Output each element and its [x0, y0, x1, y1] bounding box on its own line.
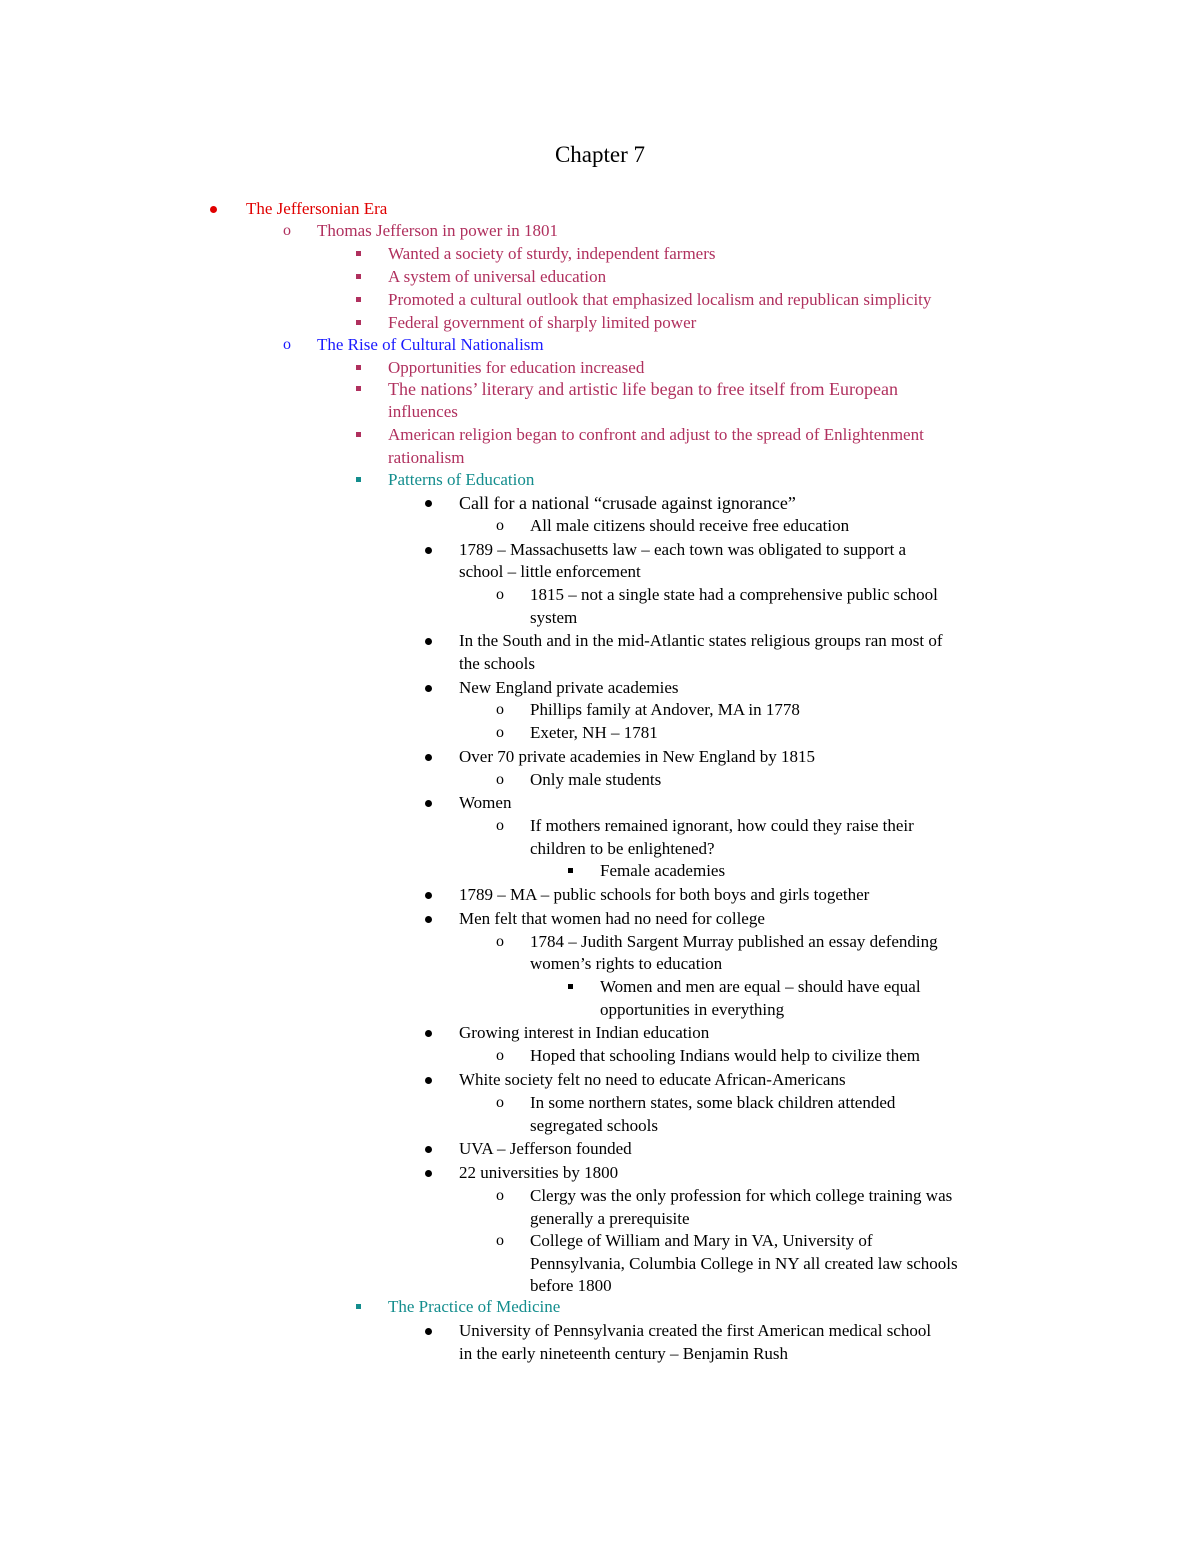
bullet-square-icon — [356, 297, 361, 302]
outline-line: 1789 – Massachusetts law – each town was obligated to support a — [459, 540, 907, 559]
page-title: Chapter 7 — [554, 142, 646, 167]
bullet-circle-icon: o — [496, 817, 504, 834]
outline-line: Female academies — [600, 861, 726, 880]
outline-line: opportunities in everything — [600, 1000, 785, 1019]
bullet-dot-icon — [210, 206, 217, 213]
outline-line: women’s rights to education — [530, 954, 723, 973]
bullet-dot-icon — [425, 685, 432, 692]
outline-line: College of William and Mary in VA, University of — [530, 1231, 873, 1250]
outline-line: Wanted a society of sturdy, independent farmers — [388, 244, 716, 263]
outline-line: Women and men are equal – should have equal — [600, 977, 921, 996]
outline-line: Thomas Jefferson in power in 1801 — [317, 221, 558, 240]
outline-line: Hoped that schooling Indians would help to civilize them — [530, 1046, 920, 1065]
outline-line: Patterns of Education — [388, 470, 535, 489]
bullet-square-icon — [356, 251, 361, 256]
outline-line: The nations’ literary and artistic life began to free itself from European — [388, 379, 898, 399]
bullet-circle-icon: o — [496, 771, 504, 788]
bullet-dot-icon — [425, 1328, 432, 1335]
outline-line: in the early nineteenth century – Benjamin Rush — [459, 1344, 789, 1363]
bullet-square-icon — [568, 984, 573, 989]
bullet-dot-icon — [425, 754, 432, 761]
outline-line: influences — [388, 402, 458, 421]
outline-line: Men felt that women had no need for college — [459, 909, 765, 928]
bullet-square-icon — [356, 365, 361, 370]
bullet-circle-icon: o — [496, 724, 504, 741]
outline-line: If mothers remained ignorant, how could they raise their — [530, 816, 914, 835]
bullet-dot-icon — [425, 500, 432, 507]
outline-line: The Practice of Medicine — [388, 1297, 561, 1316]
outline-line: Clergy was the only profession for which college training was — [530, 1186, 953, 1205]
bullet-square-icon — [356, 1304, 361, 1309]
bullet-dot-icon — [425, 800, 432, 807]
bullet-circle-icon: o — [283, 222, 291, 239]
outline-line: New England private academies — [459, 678, 679, 697]
bullet-dot-icon — [425, 1030, 432, 1037]
outline-line: Phillips family at Andover, MA in 1778 — [530, 700, 800, 719]
bullet-circle-icon: o — [496, 1047, 504, 1064]
bullet-dot-icon — [425, 916, 432, 923]
bullet-dot-icon — [425, 892, 432, 899]
bullet-circle-icon: o — [283, 336, 291, 353]
outline-line: rationalism — [388, 448, 465, 467]
outline-line: In the South and in the mid-Atlantic states religious groups ran most of — [459, 631, 943, 650]
outline-line: generally a prerequisite — [530, 1209, 690, 1228]
bullet-dot-icon — [425, 547, 432, 554]
bullet-square-icon — [568, 868, 573, 873]
outline-line: Call for a national “crusade against ignorance” — [459, 493, 796, 513]
outline-line: system — [530, 608, 578, 627]
bullet-square-icon — [356, 477, 361, 482]
bullet-square-icon — [356, 274, 361, 279]
bullet-dot-icon — [425, 1170, 432, 1177]
outline-line: Exeter, NH – 1781 — [530, 723, 658, 742]
outline-line: Only male students — [530, 770, 662, 789]
outline-line: UVA – Jefferson founded — [459, 1139, 632, 1158]
outline-line: Federal government of sharply limited power — [388, 313, 697, 332]
outline-line: Women — [459, 793, 512, 812]
outline-line: school – little enforcement — [459, 562, 641, 581]
outline-line: 1815 – not a single state had a comprehensive public school — [530, 585, 938, 604]
outline-line: Pennsylvania, Columbia College in NY all created law schools — [530, 1254, 958, 1273]
outline-line: Promoted a cultural outlook that emphasized localism and republican simplicity — [388, 290, 932, 309]
outline-line: White society felt no need to educate African-Americans — [459, 1070, 846, 1089]
bullet-circle-icon: o — [496, 517, 504, 534]
bullet-dot-icon — [425, 1146, 432, 1153]
bullet-dot-icon — [425, 1077, 432, 1084]
outline-line: the schools — [459, 654, 536, 673]
outline-line: 22 universities by 1800 — [459, 1163, 619, 1182]
outline-line: before 1800 — [530, 1276, 612, 1295]
bullet-circle-icon: o — [496, 933, 504, 950]
bullet-circle-icon: o — [496, 586, 504, 603]
outline-line: American religion began to confront and adjust to the spread of Enlightenment — [388, 425, 924, 444]
bullet-circle-icon: o — [496, 701, 504, 718]
bullet-square-icon — [356, 320, 361, 325]
outline-line: In some northern states, some black children attended — [530, 1093, 896, 1112]
outline-line: Growing interest in Indian education — [459, 1023, 710, 1042]
bullet-square-icon — [356, 386, 361, 391]
outline-line: A system of universal education — [388, 267, 607, 286]
bullet-dot-icon — [425, 638, 432, 645]
outline-line: Over 70 private academies in New England by 1815 — [459, 747, 815, 766]
outline-line: children to be enlightened? — [530, 839, 715, 858]
outline-line: 1784 – Judith Sargent Murray published an essay defending — [530, 932, 938, 951]
outline-line: segregated schools — [530, 1116, 658, 1135]
bullet-circle-icon: o — [496, 1094, 504, 1111]
outline-line: The Rise of Cultural Nationalism — [317, 335, 544, 354]
outline-line: The Jeffersonian Era — [246, 199, 388, 218]
outline-line: 1789 – MA – public schools for both boys and girls together — [459, 885, 870, 904]
outline-line: University of Pennsylvania created the first American medical school — [459, 1321, 932, 1340]
bullet-circle-icon: o — [496, 1187, 504, 1204]
outline-line: Opportunities for education increased — [388, 358, 645, 377]
bullet-circle-icon: o — [496, 1232, 504, 1249]
bullet-square-icon — [356, 432, 361, 437]
outline-line: All male citizens should receive free education — [530, 516, 850, 535]
